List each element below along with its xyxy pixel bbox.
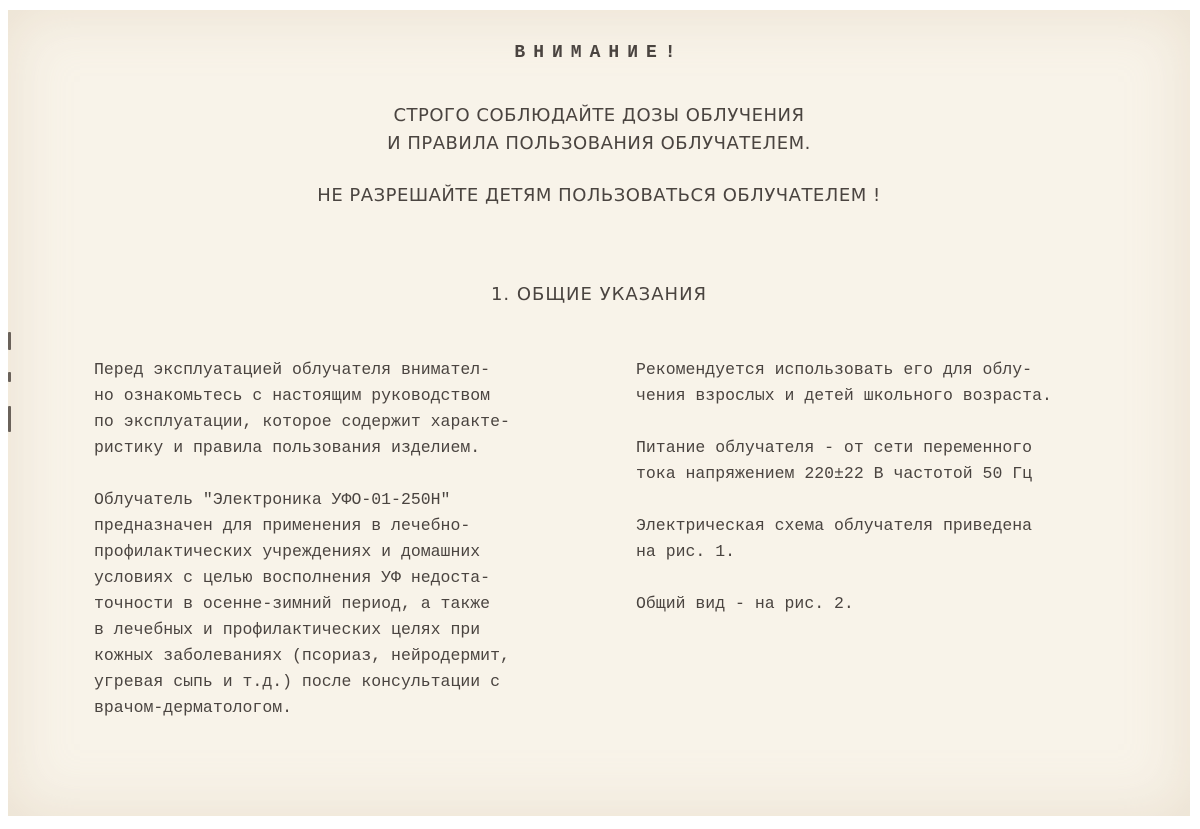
paragraph xyxy=(636,357,1156,409)
text-line: Облучатель "Электроника УФО-01-250Н" xyxy=(94,490,451,509)
paragraph xyxy=(636,591,1156,617)
text-line: но ознакомьтесь с настоящим руководством xyxy=(94,386,491,405)
text-line: условиях с целью восполнения УФ недоста- xyxy=(94,568,491,587)
edge-mark xyxy=(8,372,11,382)
edge-mark xyxy=(8,332,11,350)
text-line: на рис. 1. xyxy=(636,542,736,561)
text-line: профилактических учреждениях и домашних xyxy=(94,542,481,561)
text-line: врачом-дерматологом. xyxy=(94,698,293,717)
text-line: Рекомендуется использовать его для облу- xyxy=(636,360,1033,379)
warning-title: ВНИМАНИЕ! xyxy=(514,43,684,63)
paragraph xyxy=(94,357,594,461)
paragraph xyxy=(94,487,594,721)
text-line: кожных заболеваниях (псориаз, нейродермит, xyxy=(94,646,510,665)
text-line: тока напряжением 220±22 В частотой 50 Гц xyxy=(636,464,1033,483)
section-heading: 1. ОБЩИЕ УКАЗАНИЯ xyxy=(490,284,708,305)
text-line: Электрическая схема облучателя приведена xyxy=(636,516,1033,535)
paragraph xyxy=(636,435,1156,487)
text-line: ристику и правила пользования изделием. xyxy=(94,438,481,457)
warning-line-1: СТРОГО СОБЛЮДАЙТЕ ДОЗЫ ОБЛУЧЕНИЯ xyxy=(393,105,805,126)
document-page xyxy=(8,10,1190,816)
text-line: Перед эксплуатацией облучателя внимател- xyxy=(94,360,491,379)
edge-mark xyxy=(8,406,11,432)
warning-line-2: И ПРАВИЛА ПОЛЬЗОВАНИЯ ОБЛУЧАТЕЛЕМ. xyxy=(387,133,811,154)
text-line: угревая сыпь и т.д.) после консультации с xyxy=(94,672,500,691)
warning-line-3: НЕ РАЗРЕШАЙТЕ ДЕТЯМ ПОЛЬЗОВАТЬСЯ ОБЛУЧАТЕЛЕМ ! xyxy=(317,185,881,206)
text-line: Общий вид - на рис. 2. xyxy=(636,594,854,613)
text-line: Питание облучателя - от сети переменного xyxy=(636,438,1033,457)
text-line: в лечебных и профилактических целях при xyxy=(94,620,481,639)
text-line: точности в осенне-зимний период, а также xyxy=(94,594,491,613)
text-line: по эксплуатации, которое содержит характе- xyxy=(94,412,510,431)
paragraph xyxy=(636,513,1156,565)
text-line: чения взрослых и детей школьного возраста. xyxy=(636,386,1052,405)
text-line: предназначен для применения в лечебно- xyxy=(94,516,471,535)
right-column xyxy=(636,357,1156,643)
left-column xyxy=(94,357,594,747)
